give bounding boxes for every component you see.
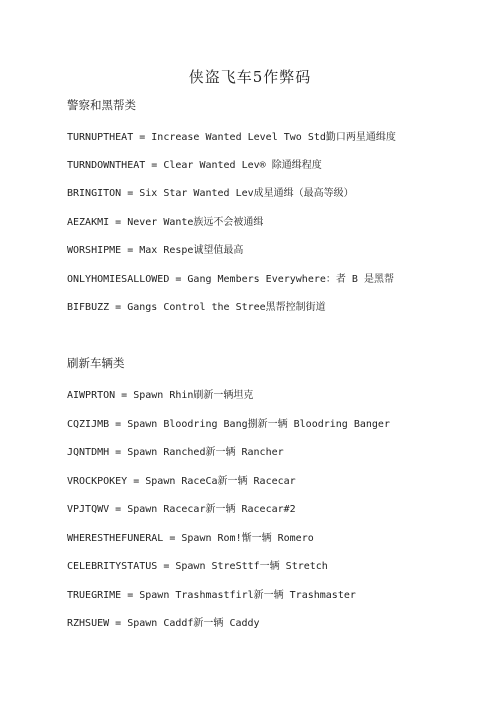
cheat-line: CQZIJMB = Spawn Bloodring Bang捌新一辆 Bloodring Banger xyxy=(67,419,390,430)
cheat-line: WORSHIPME = Max Respe诚望值最高 xyxy=(67,245,244,256)
cheat-line: WHERESTHEFUNERAL = Spawn Rom!惭一辆 Romero xyxy=(67,533,314,544)
cheat-line: BIFBUZZ = Gangs Control the Stree黑帮控制街道 xyxy=(67,302,326,313)
cheat-line: CELEBRITYSTATUS = Spawn StreSttf一辆 Stretch xyxy=(67,561,328,572)
cheat-line: BRINGITON = Six Star Wanted Lev成星通缉（最高等级） xyxy=(67,188,354,199)
cheat-line: AIWPRTON = Spawn Rhin刷新一辆坦克 xyxy=(67,390,254,401)
cheat-line: VROCKPOKEY = Spawn RaceCa新一辆 Racecar xyxy=(67,476,296,487)
section-heading-vehicles: 刷新车辆类 xyxy=(67,356,125,370)
document-title: 侠盗飞车5作弊码 xyxy=(188,68,312,86)
section-heading-police-gang: 警察和黑帮类 xyxy=(67,98,136,112)
cheat-line: JQNTDMH = Spawn Ranched新一辆 Rancher xyxy=(67,447,284,458)
cheat-line: ONLYHOMIESALLOWED = Gang Members Everywhere：者 B 是黑帮 xyxy=(67,274,394,285)
cheat-line: TURNDOWNTHEAT = Clear Wanted Lev® 除通缉程度 xyxy=(67,160,322,171)
cheat-line: TRUEGRIME = Spawn Trashmastfirl新一辆 Trashmaster xyxy=(67,590,356,601)
cheat-line: VPJTQWV = Spawn Racecar新一辆 Racecar#2 xyxy=(67,504,296,515)
cheat-line: AEZAKMI = Never Wante族远不会被通缉 xyxy=(67,217,264,228)
cheat-line: RZHSUEW = Spawn Caddf新一辆 Caddy xyxy=(67,618,260,629)
cheat-line: TURNUPTHEAT = Increase Wanted Level Two Std勤口两星通缉度 xyxy=(67,132,396,143)
